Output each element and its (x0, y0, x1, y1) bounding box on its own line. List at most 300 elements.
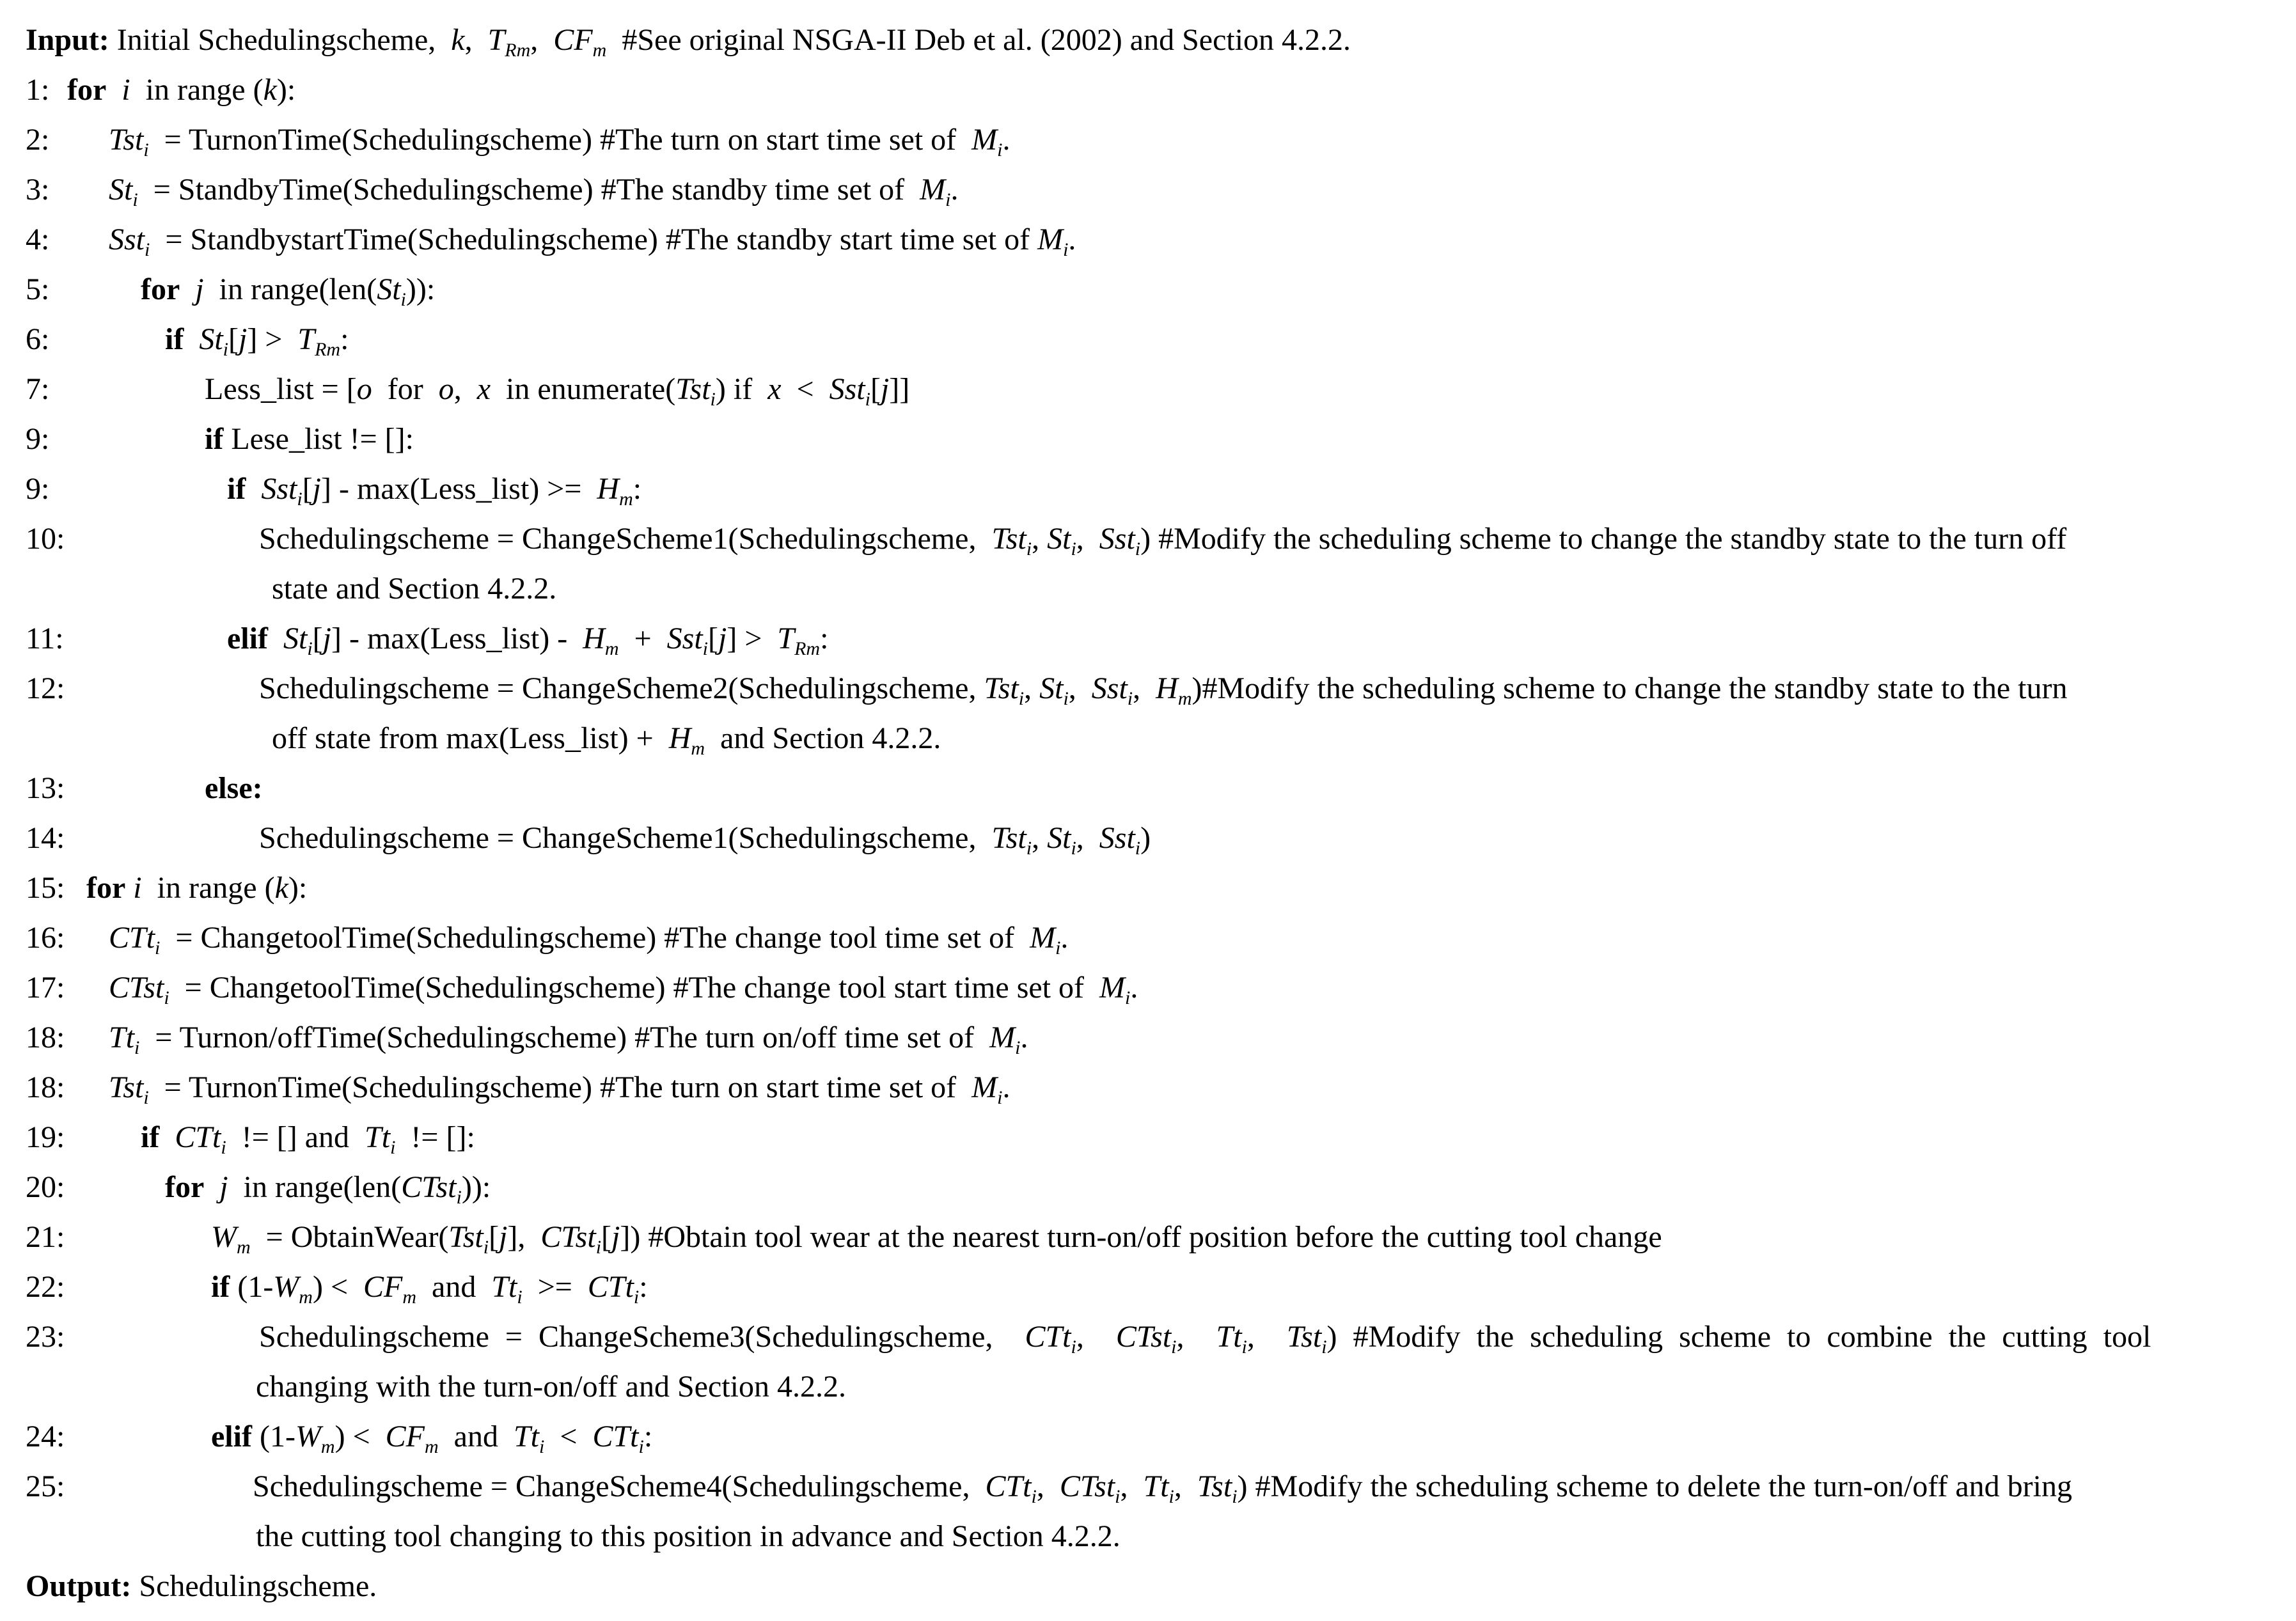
variable-subscript: i (1115, 1486, 1120, 1507)
code-text: : (820, 622, 829, 655)
code-text: ] - max(Less_list) - (331, 622, 583, 655)
code-text (204, 1170, 219, 1204)
variable-subscript: i (1135, 838, 1141, 859)
variable: CTt (175, 1120, 221, 1154)
algorithm-listing (0, 15, 2296, 1611)
variable: o (438, 372, 454, 406)
line-code (109, 115, 1010, 165)
line-number: 23: (26, 1320, 65, 1354)
line-number: 21: (26, 1220, 65, 1254)
line-number: 13: (26, 771, 65, 805)
variable-subscript: i (1127, 688, 1133, 709)
keyword: if (211, 1270, 230, 1304)
code-text: = TurnonTime(Schedulingscheme) #The turn on start time set of (148, 123, 972, 157)
code-text: Schedulingscheme = ChangeScheme3(Schedulingscheme, (259, 1320, 1025, 1354)
code-text: Schedulingscheme = ChangeScheme4(Schedulingscheme, (253, 1469, 986, 1503)
code-text: , (530, 23, 554, 57)
code-text: , (1076, 1320, 1116, 1354)
variable-subscript: i (517, 1287, 523, 1308)
variable-subscript: i (1018, 688, 1025, 709)
variable: T (777, 622, 795, 655)
variable-subscript: i (390, 1137, 396, 1158)
variable: CTt (587, 1270, 634, 1304)
keyword: if (205, 422, 224, 456)
line-code (227, 614, 828, 664)
algorithm-line (0, 65, 2296, 115)
code-text: = ChangetoolTime(Schedulingscheme) #The change tool time set of (160, 921, 1030, 955)
line-code (259, 514, 2066, 564)
variable: CTst (1115, 1320, 1172, 1354)
variable: k (451, 23, 465, 57)
keyword: else: (205, 771, 263, 805)
variable: T (487, 23, 505, 57)
line-number: 20: (26, 1170, 65, 1204)
variable: j (718, 622, 727, 655)
variable: CTt (109, 921, 155, 955)
code-text: . (1130, 971, 1138, 1005)
variable: CTst (401, 1170, 457, 1204)
variable: T (297, 322, 315, 356)
variable: Tst (675, 372, 711, 406)
algorithm-line (0, 315, 2296, 364)
code-text: ) < (312, 1270, 364, 1304)
code-text: changing with the turn-on/off and Section 4.2.2. (256, 1370, 846, 1404)
code-text: , (1076, 522, 1099, 556)
algorithm-line (0, 165, 2296, 215)
code-text: = ObtainWear( (250, 1220, 449, 1254)
variable-subscript: m (592, 40, 607, 61)
keyword: if (165, 322, 184, 356)
variable: CTst (540, 1220, 596, 1254)
variable: W (295, 1420, 321, 1453)
line-number: 15: (26, 871, 65, 905)
variable: W (211, 1220, 237, 1254)
algorithm-line (0, 1262, 2296, 1312)
variable: Tt (1143, 1469, 1169, 1503)
variable: M (971, 123, 998, 157)
variable-subscript: i (164, 987, 169, 1008)
variable: j (195, 272, 204, 306)
variable-subscript: m (425, 1436, 439, 1457)
code-text: < (781, 372, 830, 406)
variable-subscript: i (865, 389, 870, 410)
keyword: for (67, 73, 107, 107)
code-text (159, 1120, 175, 1154)
variable-subscript: i (1135, 538, 1141, 560)
variable-subscript: i (307, 638, 313, 659)
line-number: 10: (26, 522, 65, 556)
line-code (109, 1063, 1010, 1113)
keyword: Output: (26, 1569, 132, 1603)
code-text: Schedulingscheme = ChangeScheme1(Schedulingscheme, (259, 821, 992, 855)
variable-subscript: i (483, 1237, 489, 1258)
algorithm-line (0, 1212, 2296, 1262)
variable-subscript: i (702, 638, 708, 659)
variable-subscript: i (997, 139, 1003, 161)
variable: St (1039, 671, 1064, 705)
algorithm-line (0, 265, 2296, 315)
code-text: , (1032, 821, 1048, 855)
code-text: [ (302, 472, 313, 506)
code-text: ) #Modify the scheduling scheme to combine the cutting tool (1326, 1320, 2151, 1354)
line-code (67, 65, 295, 115)
line-code (227, 464, 641, 514)
code-text: [ (489, 1220, 499, 1254)
line-code (165, 315, 349, 364)
code-text: , (1176, 1320, 1216, 1354)
code-text: in range ( (141, 871, 275, 905)
algorithm-line (0, 764, 2296, 813)
code-text: = Turnon/offTime(Schedulingscheme) #The turn on/off time set of (139, 1021, 990, 1054)
line-code (205, 414, 414, 464)
line-number: 3: (26, 173, 50, 207)
code-text: , (1246, 1320, 1287, 1354)
algorithm-line (0, 1013, 2296, 1063)
line-code (253, 1462, 2072, 1512)
code-text: ]] (889, 372, 910, 406)
code-text: , (1120, 1469, 1144, 1503)
line-code (86, 863, 307, 913)
code-text: , (1032, 522, 1048, 556)
variable-subscript: i (633, 1287, 640, 1308)
variable-subscript: i (297, 489, 303, 510)
code-text: : (633, 472, 642, 506)
code-text: ) (1140, 821, 1151, 855)
variable: CTt (1025, 1320, 1071, 1354)
line-code (272, 564, 556, 614)
code-text: , (1076, 821, 1099, 855)
code-text: ) if (715, 372, 768, 406)
algorithm-line (0, 215, 2296, 265)
algorithm-line (0, 963, 2296, 1013)
code-text: ]) #Obtain tool wear at the nearest turn-on/off position before the cutting tool change (620, 1220, 1662, 1254)
algorithm-line (0, 664, 2296, 714)
code-text: ], (507, 1220, 541, 1254)
code-text: off state from max(Less_list) + (272, 721, 669, 755)
variable-subscript: i (400, 289, 406, 310)
variable: i (133, 871, 142, 905)
variable: Sst (1091, 671, 1128, 705)
code-text: for (372, 372, 439, 406)
code-text: [ (312, 622, 323, 655)
line-code (26, 15, 1351, 65)
variable: H (597, 472, 620, 506)
variable-subscript: i (1055, 937, 1061, 959)
variable-subscript: m (1177, 688, 1192, 709)
variable: Tst (991, 522, 1026, 556)
line-code (211, 1212, 1662, 1262)
code-text: [ (708, 622, 718, 655)
line-number: 14: (26, 821, 65, 855)
code-text: ] > (727, 622, 778, 655)
code-text (184, 322, 199, 356)
code-text: Schedulingscheme = ChangeScheme2(Schedulingscheme, (259, 671, 984, 705)
line-number: 9: (26, 422, 50, 456)
line-code (272, 714, 941, 764)
code-text: #See original NSGA-II Deb et al. (2002) and Section 4.2.2. (606, 23, 1351, 57)
line-code (165, 1163, 491, 1212)
line-code (205, 364, 909, 414)
algorithm-line (0, 414, 2296, 464)
code-text: Schedulingscheme. (131, 1569, 377, 1603)
variable-subscript: i (145, 239, 150, 260)
variable: Tt (365, 1120, 391, 1154)
variable: M (1030, 921, 1056, 955)
variable: Tst (1197, 1469, 1232, 1503)
variable: Tt (513, 1420, 540, 1453)
variable: St (199, 322, 223, 356)
variable: M (1099, 971, 1125, 1005)
variable-subscript: i (456, 1187, 462, 1208)
variable-subscript: i (1071, 838, 1076, 859)
line-code (256, 1512, 1120, 1562)
code-text: in range(len( (203, 272, 377, 306)
variable: Sst (829, 372, 865, 406)
variable-subscript: i (132, 189, 138, 210)
variable: Tst (991, 821, 1026, 855)
algorithm-line (0, 1163, 2296, 1212)
line-number: 4: (26, 223, 50, 256)
algorithm-line (0, 1113, 2296, 1163)
code-text: = ChangetoolTime(Schedulingscheme) #The change tool start time set of (169, 971, 1099, 1005)
algorithm-continuation-line (0, 15, 2296, 65)
keyword: Input: (26, 23, 109, 57)
variable-subscript: m (299, 1287, 313, 1308)
code-text: + (618, 622, 667, 655)
code-text: : (639, 1270, 648, 1304)
variable: St (1047, 522, 1071, 556)
line-code (259, 664, 2067, 714)
variable: CTt (985, 1469, 1032, 1503)
code-text: , (464, 23, 488, 57)
algorithm-continuation-line (0, 1362, 2296, 1412)
code-text: the cutting tool changing to this position in advance and Section 4.2.2. (256, 1519, 1120, 1553)
variable-subscript: i (1171, 1336, 1177, 1358)
variable: Tt (1216, 1320, 1242, 1354)
line-number: 7: (26, 372, 50, 406)
code-text: . (950, 173, 959, 207)
code-text: ) #Modify the scheduling scheme to delete the turn-on/off and bring (1237, 1469, 2072, 1503)
variable-subscript: i (1026, 838, 1032, 859)
variable-subscript: i (134, 1037, 140, 1058)
variable: j (880, 372, 890, 406)
algorithm-line (0, 1462, 2296, 1512)
code-text: , (1024, 671, 1040, 705)
variable-subscript: i (945, 189, 951, 210)
code-text: Lese_list != []: (223, 422, 414, 456)
variable-subscript: m (604, 638, 619, 659)
line-code (109, 215, 1076, 265)
variable-subscript: i (997, 1087, 1003, 1108)
line-code (256, 1362, 846, 1412)
algorithm-line (0, 1063, 2296, 1113)
variable-subscript: m (236, 1237, 251, 1258)
variable-subscript: i (638, 1436, 644, 1457)
code-text: in range(len( (228, 1170, 402, 1204)
variable-subscript: i (1015, 1037, 1021, 1058)
algorithm-line (0, 115, 2296, 165)
line-code (211, 1262, 648, 1312)
code-text: (1- (251, 1420, 295, 1453)
variable-subscript: i (710, 389, 716, 410)
code-text: [ (601, 1220, 612, 1254)
code-text: , (1174, 1469, 1197, 1503)
line-number: 6: (26, 322, 50, 356)
variable: Sst (1099, 821, 1135, 855)
line-number: 11: (26, 622, 64, 655)
variable-subscript: i (1031, 1486, 1037, 1507)
variable-subscript: i (1168, 1486, 1174, 1507)
variable: j (312, 472, 322, 506)
code-text: and (438, 1420, 514, 1453)
algorithm-line (0, 614, 2296, 664)
code-text: ) < (334, 1420, 386, 1453)
variable-subscript: i (143, 139, 149, 161)
algorithm-line (0, 913, 2296, 963)
algorithm-continuation-line (0, 714, 2296, 764)
code-text: , (1068, 671, 1092, 705)
variable: Tst (1286, 1320, 1322, 1354)
keyword: elif (227, 622, 268, 655)
code-text: . (1002, 1070, 1010, 1104)
variable-subscript: i (155, 937, 161, 959)
variable-subscript: i (1063, 239, 1069, 260)
line-number: 18: (26, 1070, 65, 1104)
code-text: Initial Schedulingscheme, (109, 23, 452, 57)
code-text (246, 472, 261, 506)
line-code (109, 1013, 1028, 1063)
variable: j (499, 1220, 508, 1254)
variable: St (283, 622, 308, 655)
line-code (141, 1113, 475, 1163)
keyword: if (227, 472, 246, 506)
variable: CTt (592, 1420, 639, 1453)
variable: k (274, 871, 288, 905)
variable-subscript: m (691, 738, 705, 759)
variable-subscript: i (1026, 538, 1032, 560)
line-code (109, 165, 958, 215)
code-text: . (1002, 123, 1010, 157)
code-text (125, 871, 133, 905)
code-text: < (544, 1420, 593, 1453)
variable-subscript: i (539, 1436, 545, 1457)
variable: Tst (109, 123, 144, 157)
code-text: Schedulingscheme = ChangeScheme1(Schedulingscheme, (259, 522, 992, 556)
code-text: , (1036, 1469, 1060, 1503)
code-text: . (1068, 223, 1076, 256)
code-text: Less_list = [ (205, 372, 357, 406)
line-code (141, 265, 435, 315)
code-text (268, 622, 283, 655)
variable: Sst (261, 472, 297, 506)
line-number: 24: (26, 1420, 65, 1453)
variable: Tt (491, 1270, 517, 1304)
variable-subscript: m (402, 1287, 417, 1308)
line-number: 17: (26, 971, 65, 1005)
keyword: for (86, 871, 126, 905)
algorithm-continuation-line (0, 1562, 2296, 1611)
code-text (180, 272, 195, 306)
algorithm-line (0, 1312, 2296, 1362)
keyword: elif (211, 1420, 252, 1453)
code-text: ] - max(Less_list) >= (321, 472, 597, 506)
line-code (109, 913, 1068, 963)
variable: St (1047, 821, 1071, 855)
algorithm-line (0, 863, 2296, 913)
variable: j (322, 622, 331, 655)
keyword: for (141, 272, 180, 306)
variable: x (767, 372, 782, 406)
code-text: ): (288, 871, 308, 905)
line-code (26, 1562, 377, 1611)
variable: j (219, 1170, 228, 1204)
variable: Tst (109, 1070, 144, 1104)
variable: CF (553, 23, 593, 57)
code-text: state and Section 4.2.2. (272, 572, 557, 606)
variable: k (263, 73, 277, 107)
code-text: [ (870, 372, 881, 406)
code-text: ): (276, 73, 296, 107)
line-number: 22: (26, 1270, 65, 1304)
variable-subscript: i (1071, 538, 1076, 560)
variable-subscript: Rm (315, 339, 341, 360)
variable-subscript: i (143, 1087, 149, 1108)
variable-subscript: i (595, 1237, 602, 1258)
variable: M (971, 1070, 998, 1104)
line-code (259, 813, 1151, 863)
code-text: and Section 4.2.2. (705, 721, 941, 755)
algorithm-line (0, 364, 2296, 414)
variable: H (583, 622, 605, 655)
variable: i (122, 73, 130, 107)
code-text: ) #Modify the scheduling scheme to change the standby state to the turn off (1140, 522, 2067, 556)
code-text: : (340, 322, 349, 356)
code-text: . (1060, 921, 1069, 955)
variable: M (989, 1021, 1016, 1054)
code-text: ] > (247, 322, 298, 356)
line-number: 16: (26, 921, 65, 955)
code-text: , (1133, 671, 1156, 705)
line-number: 9: (26, 472, 50, 506)
variable: St (377, 272, 401, 306)
code-text: != [] and (226, 1120, 365, 1154)
variable: Tst (448, 1220, 484, 1254)
code-text: (1- (230, 1270, 274, 1304)
variable: CTst (1059, 1469, 1115, 1503)
code-text: >= (522, 1270, 588, 1304)
code-text: . (1020, 1021, 1028, 1054)
variable: H (668, 721, 691, 755)
variable-subscript: Rm (794, 638, 821, 659)
variable: M (920, 173, 946, 207)
line-code (109, 963, 1138, 1013)
code-text: : (643, 1420, 653, 1453)
line-number: 25: (26, 1469, 65, 1503)
code-text: = TurnonTime(Schedulingscheme) #The turn on start time set of (148, 1070, 972, 1104)
variable: o (356, 372, 372, 406)
code-text: = StandbyTime(Schedulingscheme) #The standby time set of (138, 173, 920, 207)
variable: W (273, 1270, 299, 1304)
code-text: and (416, 1270, 492, 1304)
code-text: )): (405, 272, 436, 306)
line-code (205, 764, 263, 813)
variable: Sst (109, 223, 145, 256)
code-text (106, 73, 122, 107)
variable-subscript: i (1063, 688, 1069, 709)
variable-subscript: i (1124, 987, 1131, 1008)
code-text: != []: (395, 1120, 475, 1154)
line-number: 12: (26, 671, 65, 705)
